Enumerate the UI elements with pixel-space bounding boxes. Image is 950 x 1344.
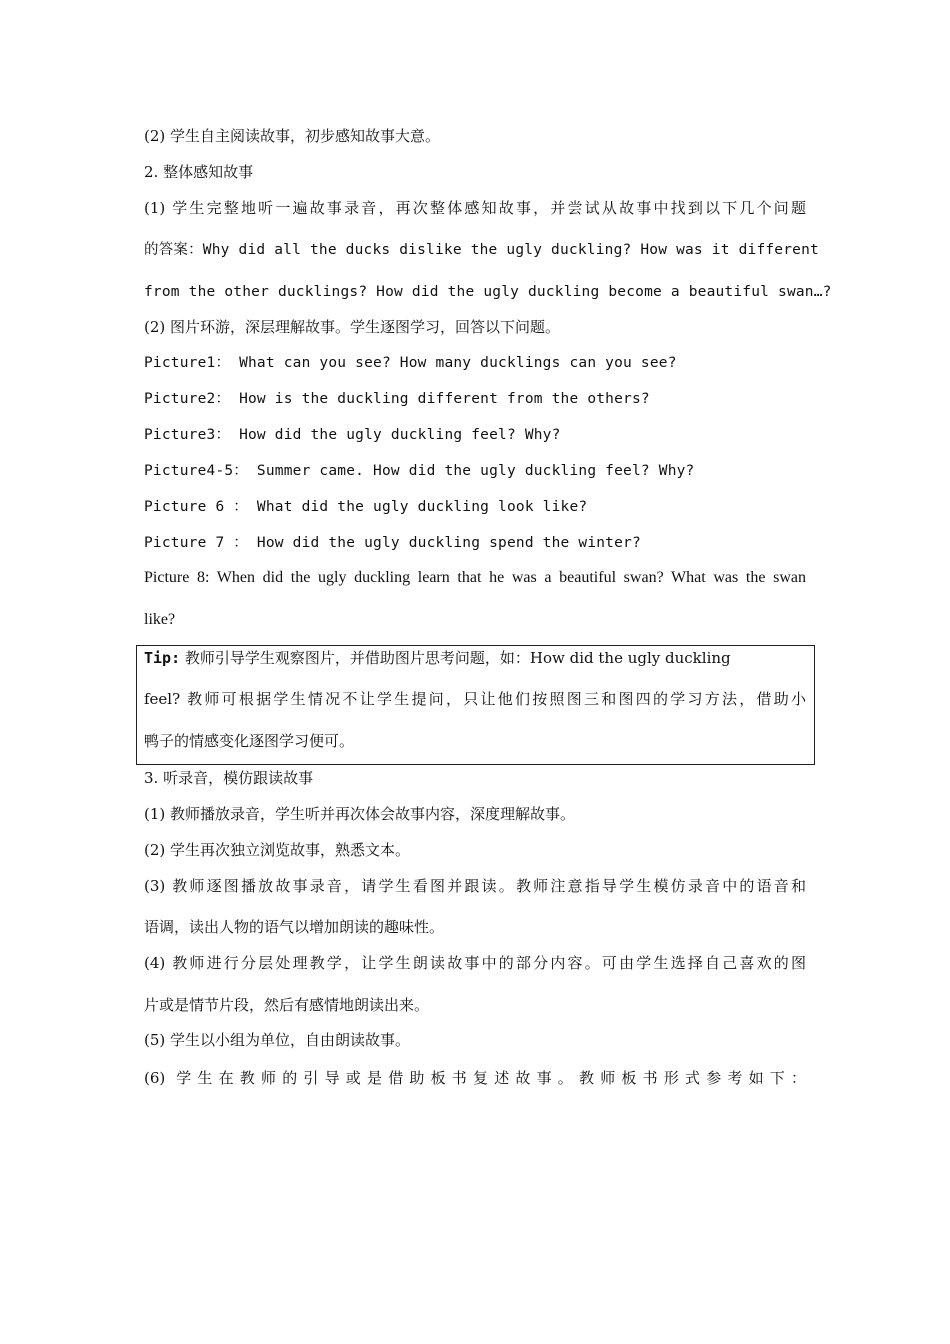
paragraph-line: from the other ducklings? How did the ugly duckling become a beautiful swan…?: [144, 284, 832, 300]
question-line: like?: [144, 611, 176, 628]
tip-line: feel? 教师可根据学生情况不让学生提问，只让他们按照图三和图四的学习方法，借助小: [144, 690, 806, 708]
question-line: Picture3： How did the ugly duckling feel? Why?: [144, 427, 561, 443]
paragraph-line: (1) 教师播放录音，学生听并再次体会故事内容，深度理解故事。: [144, 805, 576, 823]
paragraph-line: 片或是情节片段，然后有感情地朗读出来。: [144, 996, 430, 1014]
paragraph-line: (4) 教师进行分层处理教学，让学生朗读故事中的部分内容。可由学生选择自己喜欢的图: [144, 954, 806, 972]
question-line: Picture 7 ： How did the ugly duckling spend the winter?: [144, 535, 641, 551]
paragraph-line: (6) 学生在教师的引导或是借助板书复述故事。教师板书形式参考如下：: [144, 1069, 806, 1087]
section-heading: 2. 整体感知故事: [144, 163, 254, 181]
question-line: Picture 6 ： What did the ugly duckling look like?: [144, 499, 588, 515]
tip-line: [144, 648, 806, 668]
paragraph-line: 的答案：Why did all the ducks dislike the ugly duckling? How was it different: [144, 242, 819, 258]
paragraph-line: (3) 教师逐图播放故事录音，请学生看图并跟读。教师注意指导学生模仿录音中的语音和: [144, 877, 806, 895]
tip-text: 教师引导学生观察图片，并借助图片思考问题，如：How did the ugly duckling: [180, 649, 731, 667]
question-line: Picture4-5： Summer came. How did the ugly duckling feel? Why?: [144, 463, 695, 479]
paragraph-line: (2) 图片环游，深层理解故事。学生逐图学习，回答以下问题。: [144, 318, 561, 336]
paragraph-line: 语调，读出人物的语气以增加朗读的趣味性。: [144, 918, 445, 936]
paragraph-line: (5) 学生以小组为单位，自由朗读故事。: [144, 1031, 411, 1049]
question-line: Picture2： How is the duckling different from the others?: [144, 391, 650, 407]
section-heading: 3. 听录音，模仿跟读故事: [144, 769, 314, 787]
question-line: Picture1： What can you see? How many ducklings can you see?: [144, 355, 677, 371]
tip-line: 鸭子的情感变化逐图学习便可。: [144, 732, 355, 750]
paragraph-line: (2) 学生再次独立浏览故事，熟悉文本。: [144, 841, 411, 859]
tip-label: Tip:: [144, 649, 181, 667]
paragraph-line: (1) 学生完整地听一遍故事录音，再次整体感知故事，并尝试从故事中找到以下几个问题: [144, 199, 806, 217]
question-line: Picture 8: When did the ugly duckling learn that he was a beautiful swan? What was the swan: [144, 569, 806, 586]
paragraph-line: (2) 学生自主阅读故事，初步感知故事大意。: [144, 127, 441, 145]
